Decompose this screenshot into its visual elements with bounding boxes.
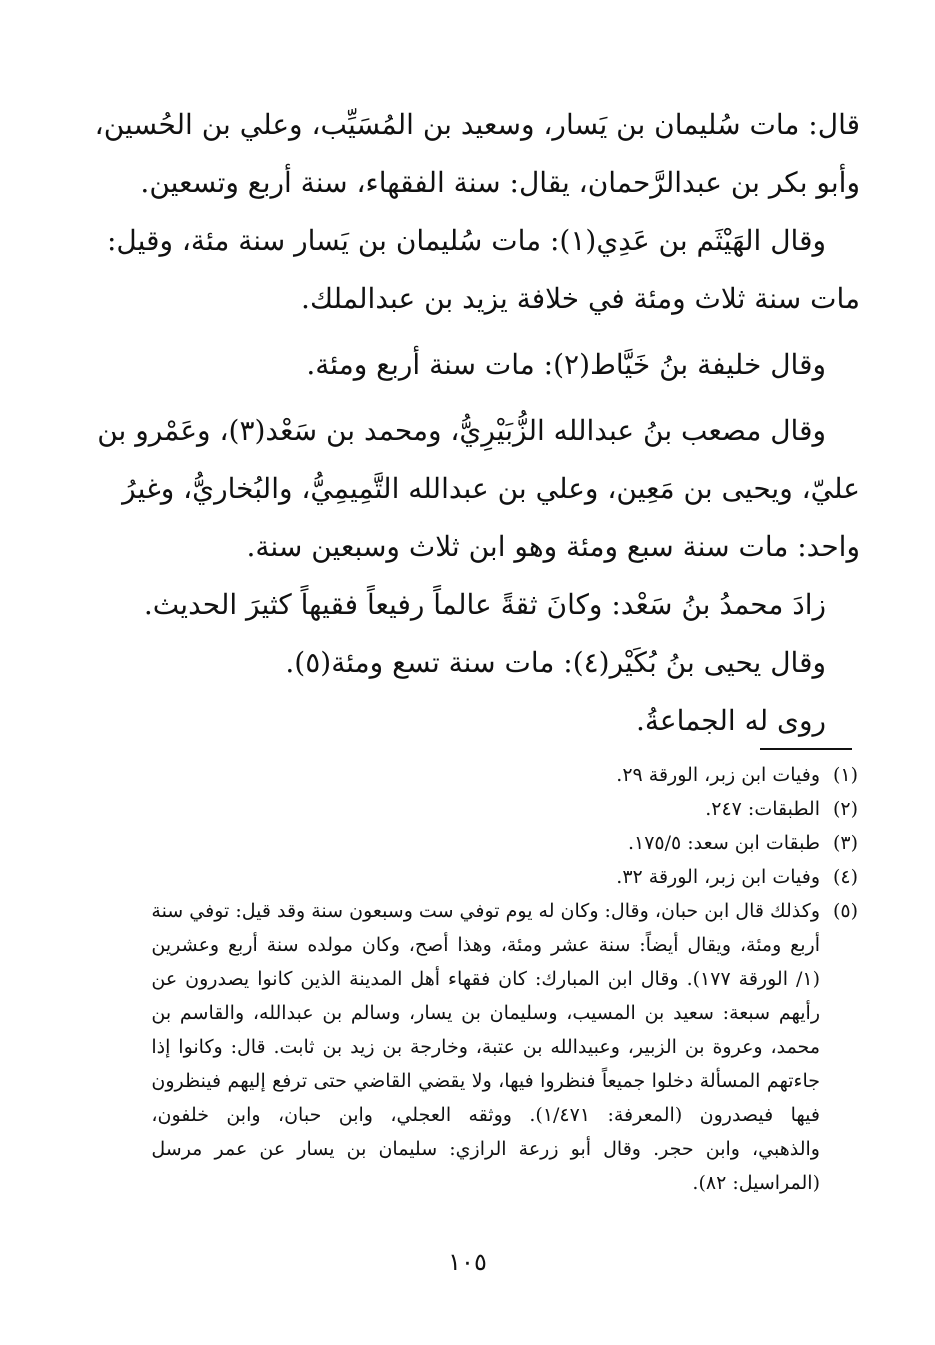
footnote-number: (١) bbox=[832, 764, 858, 786]
text-line: زادَ محمدُ بنُ سَعْد: وكانَ ثقةً عالماً رفيعاً فقيهاً كثيرَ الحديث. bbox=[143, 588, 826, 621]
footnote-separator bbox=[760, 748, 852, 750]
main-text bbox=[94, 96, 860, 750]
text-line: وقال مصعب بنُ عبدالله الزُّبَيْرِيُّ، ومحمد بن سَعْد(٣)، وعَمْرو بن bbox=[97, 414, 826, 447]
text-line: عليّ، ويحيى بن مَعِين، وعلي بن عبدالله التَّمِيمِيُّ، والبُخاريُّ، وغيرُ bbox=[122, 472, 860, 505]
footnote-number: (٤) bbox=[832, 866, 858, 888]
footnote-text: والذهبي، وابن حجر. وقال أبو زرعة الرازي: سليمان بن يسار عن عمر مرسل bbox=[151, 1138, 820, 1160]
footnote-text: جاءتهم المسألة دخلوا جميعاً فنظروا فيها، ولا يقضي القاضي حتى ترفع إليهم فينظرون bbox=[151, 1070, 820, 1092]
footnote-text: وفيات ابن زبر، الورقة ٣٢. bbox=[616, 866, 820, 888]
text-line: وأبو بكر بن عبدالرَّحمان، يقال: سنة الفقهاء، سنة أربع وتسعين. bbox=[140, 166, 860, 199]
footnotes bbox=[151, 758, 858, 1200]
footnote-text: الطبقات: ٢٤٧. bbox=[705, 798, 820, 820]
footnote bbox=[162, 792, 858, 826]
footnote-number: (٥) bbox=[832, 900, 858, 922]
footnote bbox=[162, 826, 858, 860]
footnote-text: طبقات ابن سعد: ١٧٥/٥. bbox=[627, 832, 820, 854]
footnote bbox=[162, 758, 858, 792]
footnote-text: وفيات ابن زبر، الورقة ٢٩. bbox=[616, 764, 820, 786]
footnote-number: (٢) bbox=[832, 798, 858, 820]
footnote bbox=[162, 860, 858, 894]
footnote-text: محمد، وعروة بن الزبير، وعبيدالله بن عتبة، وخارجة بن زيد بن ثابت. قال: وكانوا إذا bbox=[151, 1036, 820, 1058]
footnote-text: (١/ الورقة ١٧٧). وقال ابن المبارك: كان فقهاء أهل المدينة الذين كانوا يصدرون عن bbox=[151, 968, 820, 990]
text-line: واحد: مات سنة سبع ومئة وهو ابن ثلاث وسبعين سنة. bbox=[246, 530, 860, 563]
footnote-text: أربع ومئة، ويقال أيضاً: سنة عشر ومئة، وهذا أصح، وكان مولده سنة أربع وعشرين bbox=[151, 934, 820, 956]
page-number: ١٠٥ bbox=[448, 1248, 487, 1276]
text-line: قال: مات سُليمان بن يَسار، وسعيد بن المُسَيِّب، وعلي بن الحُسين، bbox=[94, 108, 860, 141]
footnote-text: (المراسيل: ٨٢). bbox=[692, 1172, 820, 1194]
footnote-text: فيها فيصدرون (المعرفة: ١/٤٧١). ووثقه العجلي، وابن حبان، وابن خلفون، bbox=[151, 1104, 820, 1126]
text-line: وقال يحيى بنُ بُكَيْر(٤): مات سنة تسع ومئة(٥). bbox=[285, 646, 826, 679]
text-line: روى له الجماعةُ. bbox=[635, 704, 826, 737]
footnote-number: (٣) bbox=[832, 832, 858, 854]
footnote-text: وكذلك قال ابن حبان، وقال: وكان له يوم توفي ست وسبعون سنة وقد قيل: توفي سنة bbox=[151, 900, 820, 922]
footnote-text: رأيهم سبعة: سعيد بن المسيب، وسليمان بن يسار، وسالم بن عبدالله، والقاسم بن bbox=[151, 1002, 820, 1024]
footnote bbox=[151, 894, 858, 1200]
text-line: وقال الهَيْثَم بن عَدِي(١): مات سُليمان بن يَسار سنة مئة، وقيل: bbox=[107, 224, 826, 257]
text-line: مات سنة ثلاث ومئة في خلافة يزيد بن عبدالملك. bbox=[301, 282, 860, 315]
text-line: وقال خليفة بنُ خَيَّاط(٢): مات سنة أربع ومئة. bbox=[306, 348, 826, 381]
